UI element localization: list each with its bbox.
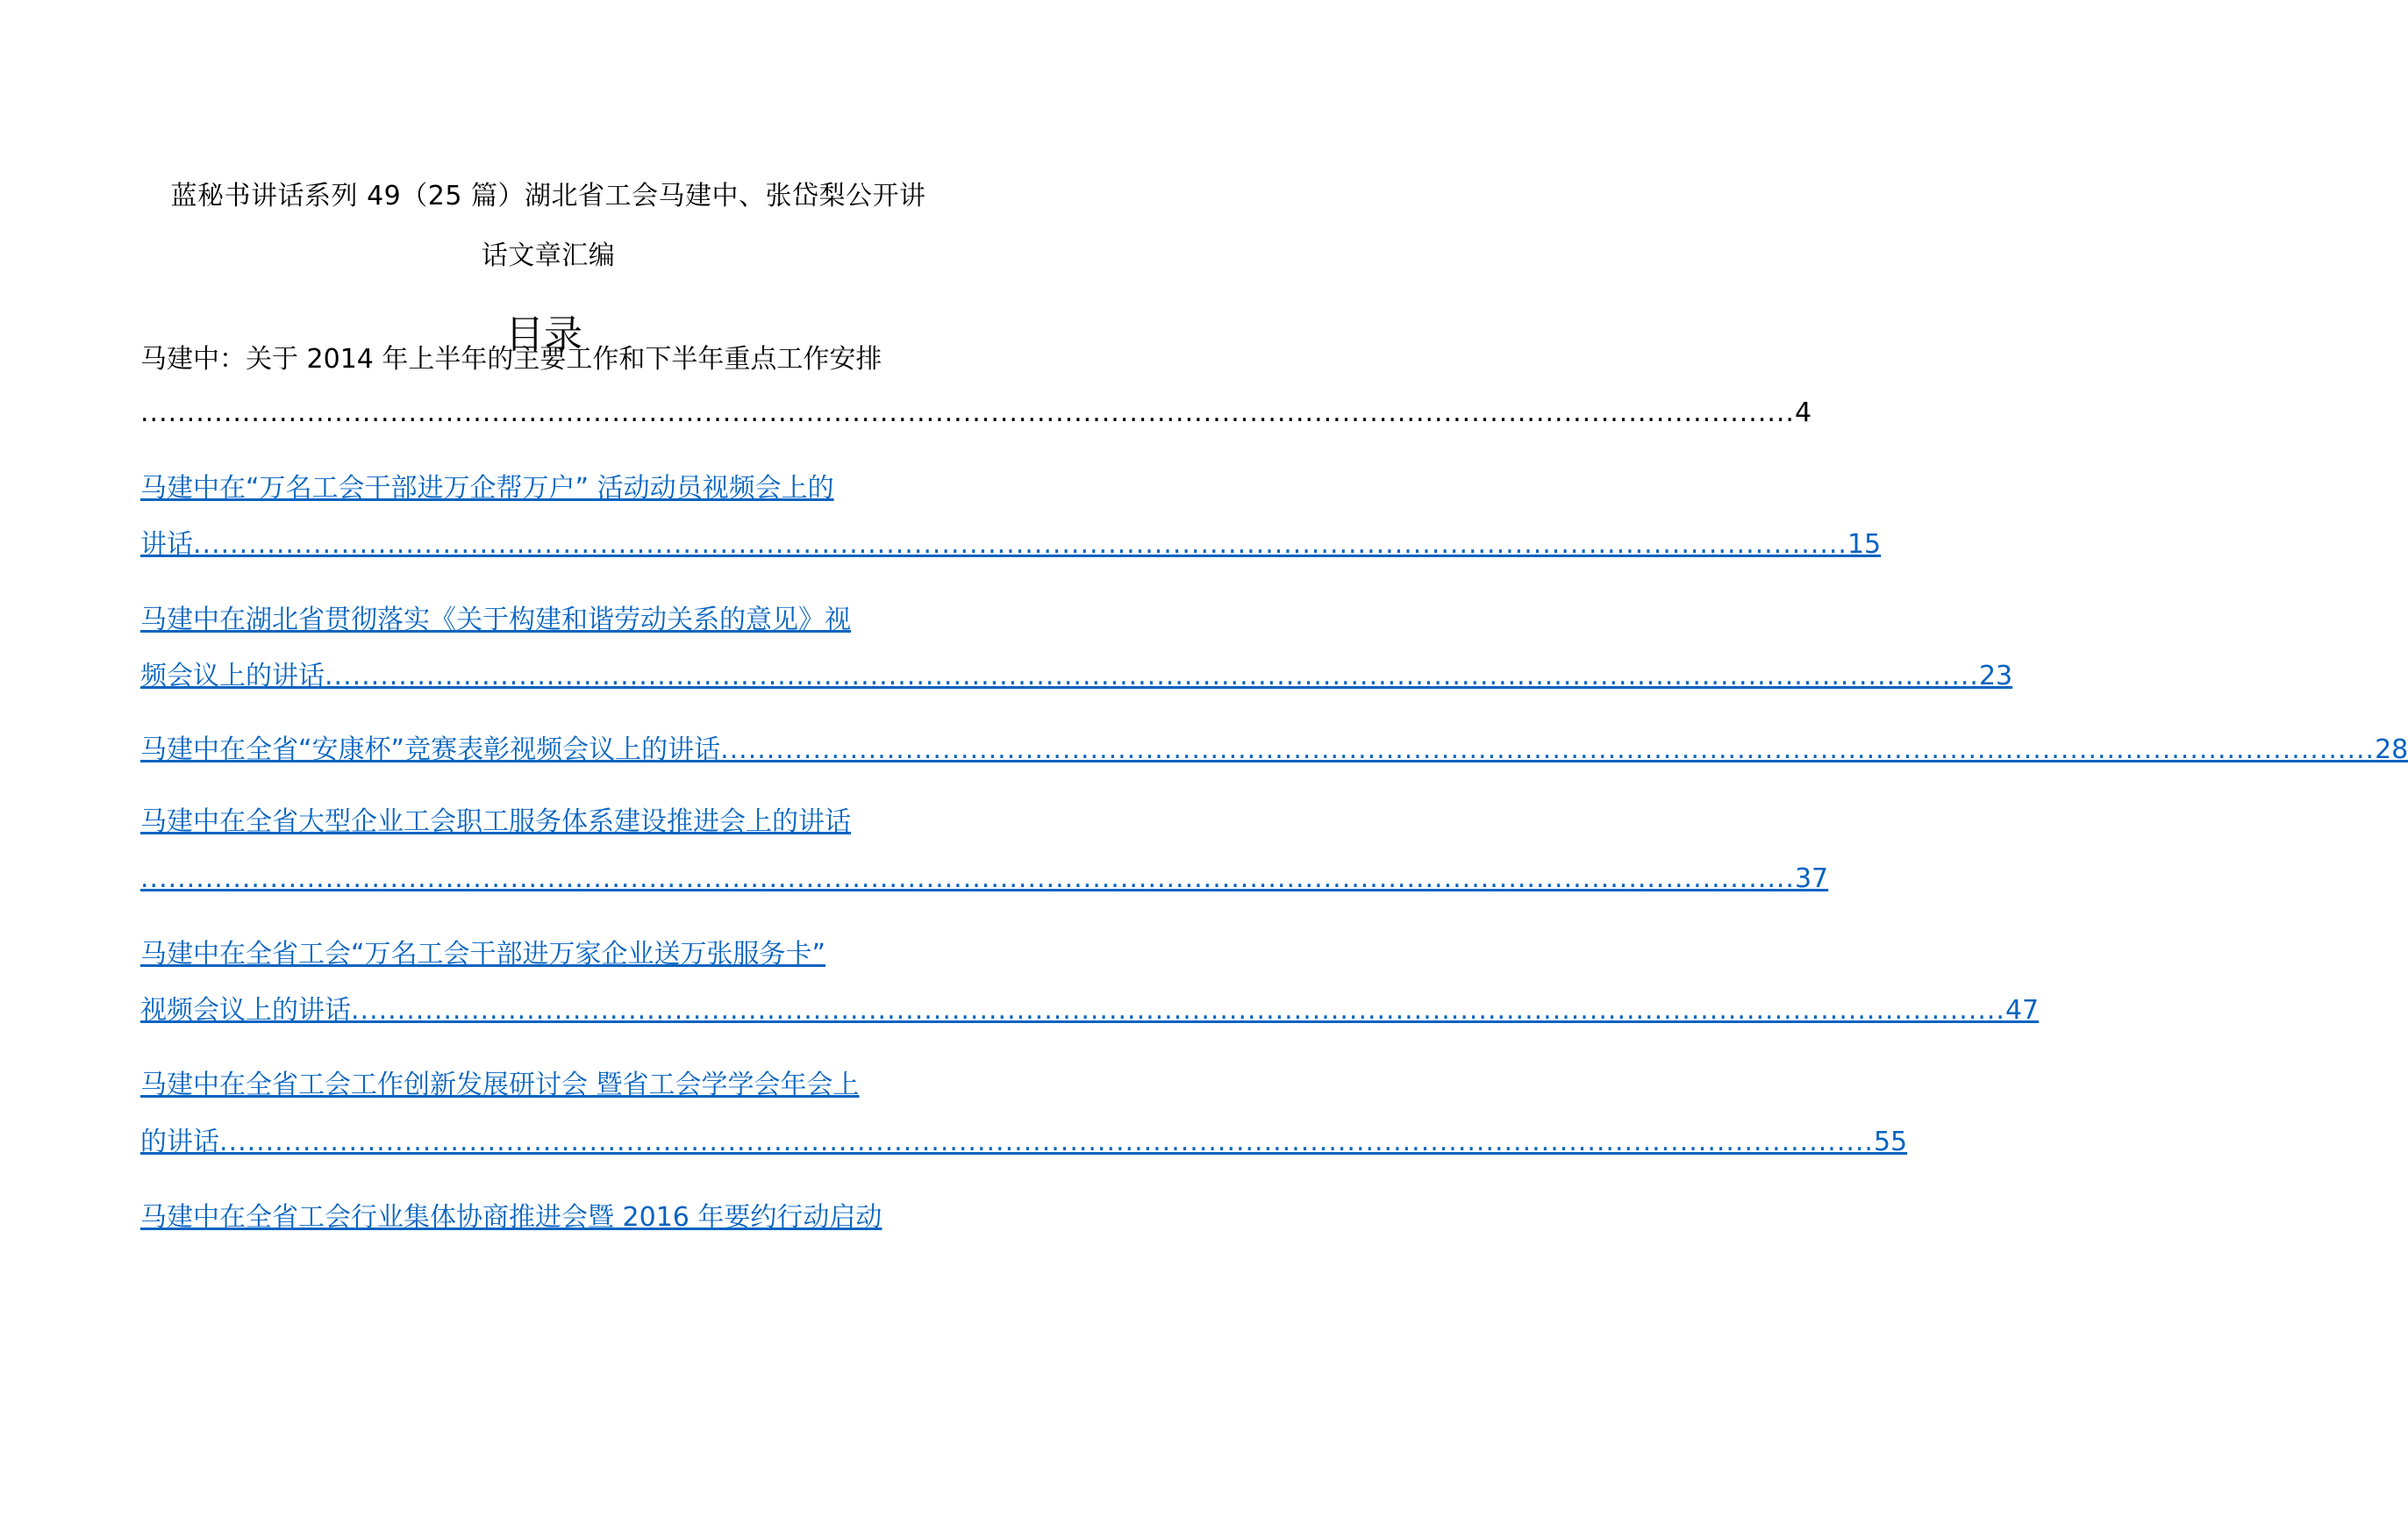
toc-entry-4-page[interactable]: 28 bbox=[2375, 734, 2408, 765]
leader-dots: ................................................................................................................................................................................... bbox=[193, 529, 1847, 560]
leader-dots: ................................................................................................................................................................................... bbox=[140, 397, 1795, 428]
toc-entry-2-leader[interactable] bbox=[140, 526, 1882, 563]
toc-entry-1-page: 4 bbox=[1794, 397, 1812, 428]
toc-entry-6-page[interactable]: 47 bbox=[2004, 995, 2040, 1026]
toc-entry-2-page[interactable]: 15 bbox=[1847, 529, 1882, 560]
toc-entry-5-page[interactable]: 37 bbox=[1794, 863, 1829, 894]
leader-dots: ................................................................................................................................................................................... bbox=[351, 995, 2005, 1026]
toc-entry-3-leader[interactable] bbox=[140, 658, 2013, 695]
toc-entry-3-title-cont[interactable]: 频会议上的讲话 bbox=[140, 661, 325, 691]
leader-dots: ................................................................................................................................................................................... bbox=[720, 734, 2376, 765]
toc-entry-6-title[interactable]: 马建中在全省工会“万名工会干部进万家企业送万张服务卡” bbox=[140, 939, 826, 970]
toc-entry-7-title-cont[interactable]: 的讲话 bbox=[140, 1127, 219, 1157]
leader-dots: ................................................................................................................................................................................... bbox=[219, 1127, 1874, 1157]
toc-entry-7-title[interactable]: 马建中在全省工会工作创新发展研讨会 暨省工会学学会年会上 bbox=[140, 1070, 860, 1100]
toc-entry-6-title-cont[interactable]: 视频会议上的讲话 bbox=[140, 995, 351, 1026]
toc-entry-7-leader[interactable] bbox=[140, 1124, 1908, 1161]
leader-dots: ................................................................................................................................................................................... bbox=[140, 863, 1795, 894]
toc-entry-3-page[interactable]: 23 bbox=[1978, 661, 2013, 691]
toc-heading: 目录 bbox=[505, 312, 582, 357]
toc-entry-4-title[interactable]: 马建中在全省“安康杯”竞赛表彰视频会议上的讲话 bbox=[140, 734, 721, 765]
toc-entry-2-title[interactable]: 马建中在“万名工会干部进万企帮万户” 活动动员视频会上的 bbox=[140, 473, 834, 504]
document-title-line-1: 蓝秘书讲话系列 49（25 篇）湖北省工会马建中、张岱梨公开讲 bbox=[170, 181, 926, 211]
toc-entry-1-title: 马建中：关于 2014 年上半年的主要工作和下半年重点工作安排 bbox=[140, 344, 882, 375]
leader-dots: ................................................................................................................................................................................... bbox=[325, 661, 1979, 691]
toc-entry-8-title[interactable]: 马建中在全省工会行业集体协商推进会暨 2016 年要约行动启动 bbox=[140, 1202, 882, 1233]
toc-entry-5-title[interactable]: 马建中在全省大型企业工会职工服务体系建设推进会上的讲话 bbox=[140, 806, 851, 837]
toc-entry-3-title[interactable]: 马建中在湖北省贯彻落实《关于构建和谐劳动关系的意见》视 bbox=[140, 605, 851, 635]
toc-entry-5-leader[interactable] bbox=[140, 861, 1829, 898]
toc-entry-4[interactable] bbox=[140, 732, 2408, 769]
toc-entry-1-leader bbox=[140, 395, 1812, 432]
document-title-line-2: 话文章汇编 bbox=[481, 240, 616, 271]
toc-entry-6-leader[interactable] bbox=[140, 992, 2040, 1029]
toc-entry-2-title-cont[interactable]: 讲话 bbox=[140, 529, 193, 560]
toc-entry-7-page[interactable]: 55 bbox=[1873, 1127, 1908, 1157]
document-title bbox=[140, 167, 956, 286]
